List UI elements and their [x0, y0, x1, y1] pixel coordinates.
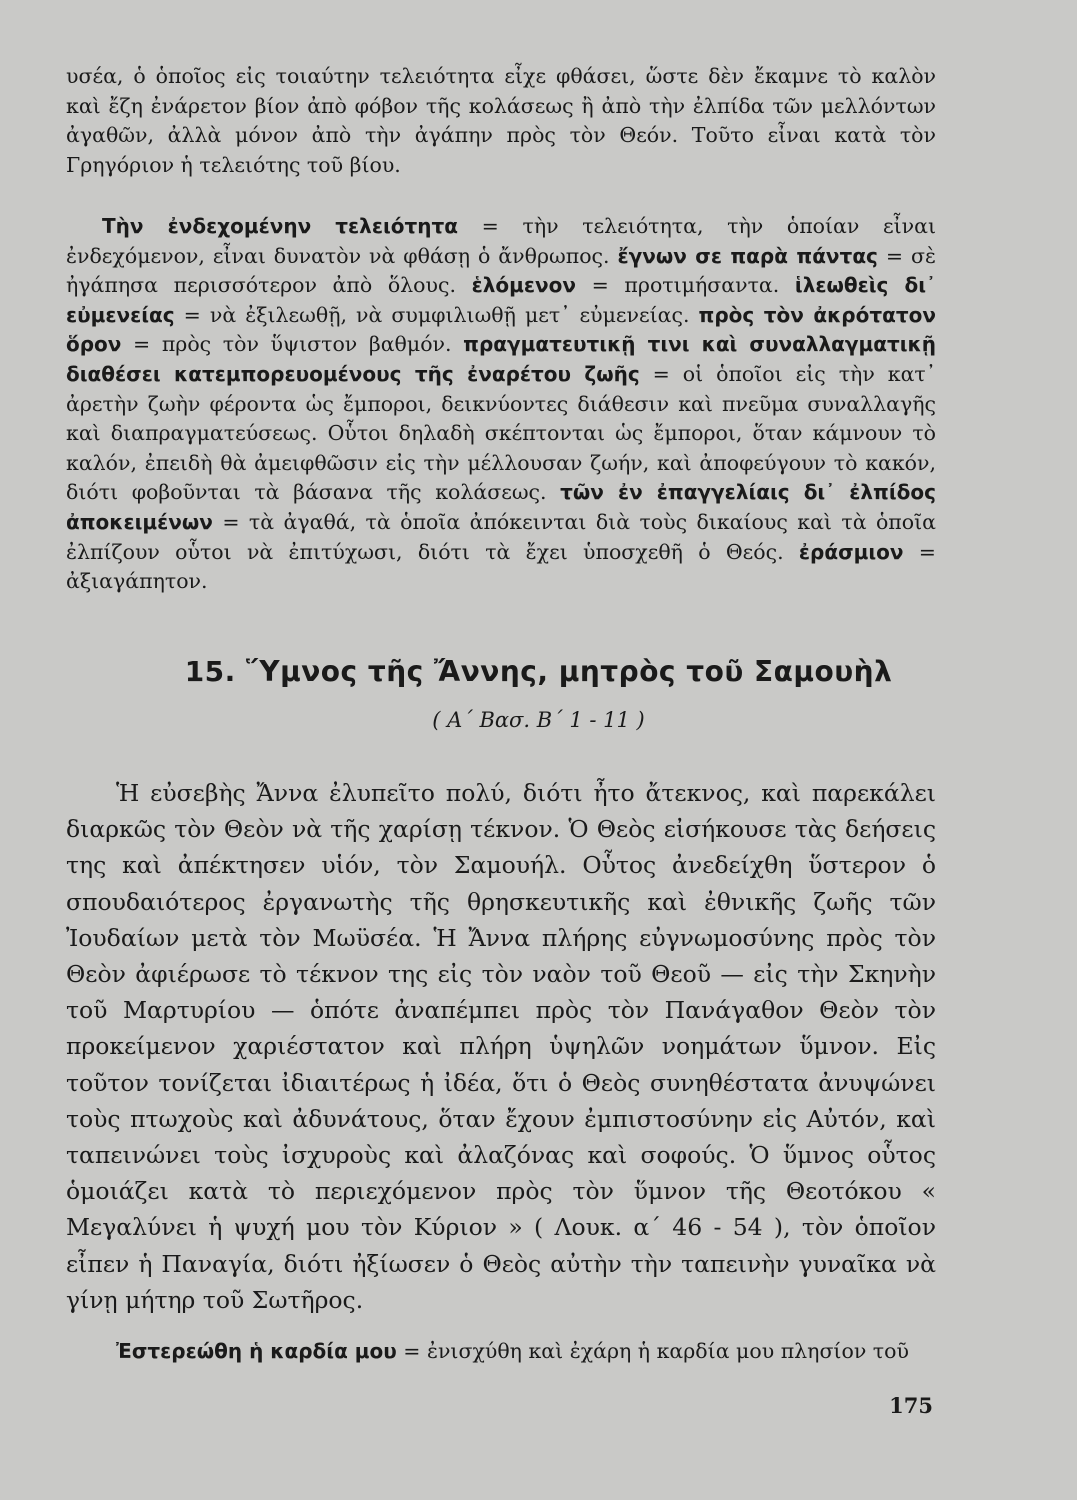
gloss-definition: = τὰ ἀγαθά, τὰ ὁποῖα ἀπόκεινται διὰ τοὺς δικαίους καὶ τὰ ὁποῖα ἐλπίζουν οὗτοι νὰ ἐπιτύχωσι, διότι τὰ ἔχει ὑποσχεθῆ ὁ Θεός.: [66, 509, 936, 564]
gloss-term: ἱλεωθεὶς δι᾿ εὐμενείας: [66, 273, 936, 327]
gloss-term: Ἐστερεώθη ἡ καρδία μου: [116, 1339, 397, 1363]
gloss-term: ἔγνων σε παρὰ πάντας: [617, 243, 878, 268]
gloss-definition: = σὲ ἠγάπησα περισσότερον ἀπὸ ὅλους.: [66, 243, 936, 298]
glossary-paragraph: [66, 212, 936, 597]
gloss-term: ἑλόμενον: [471, 273, 576, 298]
continuation-paragraph: υσέα, ὁ ὁποῖος εἰς τοιαύτην τελειότητα εἶχε φθάσει, ὥστε δὲν ἔκαμνε τὸ καλὸν καὶ ἔζη ἐνάρετον βίον ἀπὸ φόβον τῆς κολάσεως ἢ ἀπὸ τὴν ἐλπίδα τῶν μελλόντων ἀγαθῶν, ἀλλὰ μόνον ἀπὸ τὴν ἀγάπην πρὸς τὸν Θεόν. Τοῦτο εἶναι κατὰ τὸν Γρηγόριον ἡ τελειότης τοῦ βίου.: [66, 64, 936, 177]
final-gloss-line: [66, 1337, 936, 1367]
gloss-definition: = ἐνισχύθη καὶ ἐχάρη ἡ καρδία μου πλησίον τοῦ: [396, 1339, 909, 1363]
gloss-term: πρὸς τὸν ἀκρότατον ὅρον: [66, 302, 936, 357]
gloss-definition: = ἀξιαγάπητον.: [66, 539, 936, 594]
gloss-definition: = τὴν τελειότητα, τὴν ὁποίαν εἶναι ἐνδεχόμενον, εἶναι δυνατὸν νὰ φθάσῃ ὁ ἄνθρωπος.: [66, 214, 936, 268]
section-title: 15. Ὕμνος τῆς Ἄννης, μητρὸς τοῦ Σαμουὴλ: [184, 655, 893, 688]
section-reference: ( Α΄ Βασ. Β΄ 1 - 11 ): [432, 708, 645, 732]
body-paragraph: Ἡ εὐσεβὴς Ἄννα ἐλυπεῖτο πολύ, διότι ἦτο ἄτεκνος, καὶ παρεκάλει διαρκῶς τὸν Θεὸν νὰ τῆς χαρίσῃ τέκνον. Ὁ Θεὸς εἰσήκουσε τὰς δεήσεις της καὶ ἀπέκτησεν υἱόν, τὸν Σαμουήλ. Οὗτος ἀνεδείχθη ὕστερον ὁ σπουδαιότερος ἐργανωτὴς τῆς θρησκευτικῆς καὶ ἐθνικῆς ζωῆς τῶν Ἰουδαίων μετὰ τὸν Μωϋσέα. Ἡ Ἄννα πλήρης εὐγνωμοσύνης πρὸς τὸν Θεὸν ἀφιέρωσε τὸ τέκνον της εἰς τὸν ναὸν τοῦ Θεοῦ — εἰς τὴν Σκηνὴν τοῦ Μαρτυρίου — ὁπότε ἀναπέμπει πρὸς τὸν Πανάγαθον Θεὸν τὸν προκείμενον χαριέστατον καὶ πλήρη ὑψηλῶν νοημάτων ὕμνον. Εἰς τοῦτον τονίζεται ἰδιαιτέρως ἡ ἰδέα, ὅτι ὁ Θεὸς συνηθέστατα ἀνυψώνει τοὺς πτωχοὺς καὶ ἀδυνάτους, ὅταν ἔχουν ἐμπιστοσύνην εἰς Αὐτόν, καὶ ταπεινώνει τοὺς ἰσχυροὺς καὶ ἀλαζόνας καὶ σοφούς. Ὁ ὕμνος οὗτος ὁμοιάζει κατὰ τὸ περιεχόμενον πρὸς τὸν ὕμνον τῆς Θεοτόκου « Μεγαλύνει ἡ ψυχή μου τὸν Κύριον » ( Λουκ. α΄ 46 - 54 ), τὸν ὁποῖον εἶπεν ἡ Παναγία, διότι ἠξίωσεν ὁ Θεὸς αὐτὴν τὴν ταπεινὴν γυναῖκα νὰ γίνῃ μήτηρ τοῦ Σωτῆρος.: [66, 779, 936, 1314]
gloss-term: ἐράσμιον: [798, 539, 904, 564]
gloss-definition: = πρὸς τὸν ὕψιστον βαθμόν.: [121, 332, 464, 357]
gloss-term: Τὴν ἐνδεχομένην τελειότητα: [102, 214, 459, 238]
gloss-term: πραγματευτικῇ τινι καὶ συναλλαγματικῇ διαθέσει κατεμπορευομένους τῆς ἐναρέτου ζωῆς: [66, 332, 936, 386]
gloss-term: τῶν ἐν ἐπαγγελίαις δι᾿ ἐλπίδος ἀποκειμένων: [66, 480, 936, 534]
gloss-definition: = προτιμήσαντα.: [575, 273, 795, 298]
gloss-definition: = νὰ ἐξιλεωθῇ, νὰ συμφιλιωθῇ μετ᾿ εὐμενείας.: [174, 302, 699, 327]
page-number: 175: [889, 1393, 933, 1418]
gloss-definition: = οἱ ὁποῖοι εἰς τὴν κατ᾿ ἀρετὴν ζωὴν φέροντα ὡς ἔμποροι, δεικνύοντες διάθεσιν καὶ πνεῦμα συναλλαγῆς καὶ διαπραγματεύσεως. Οὗτοι δηλαδὴ σκέπτονται ὡς ἔμποροι, ὅταν κάμνουν τὸ καλόν, ἐπειδὴ θὰ ἀμειφθῶσιν εἰς τὴν μέλλουσαν ζωήν, καὶ ἀποφεύγουν τὸ κακόν, διότι φοβοῦνται τὰ βάσανα τῆς κολάσεως.: [66, 361, 936, 505]
